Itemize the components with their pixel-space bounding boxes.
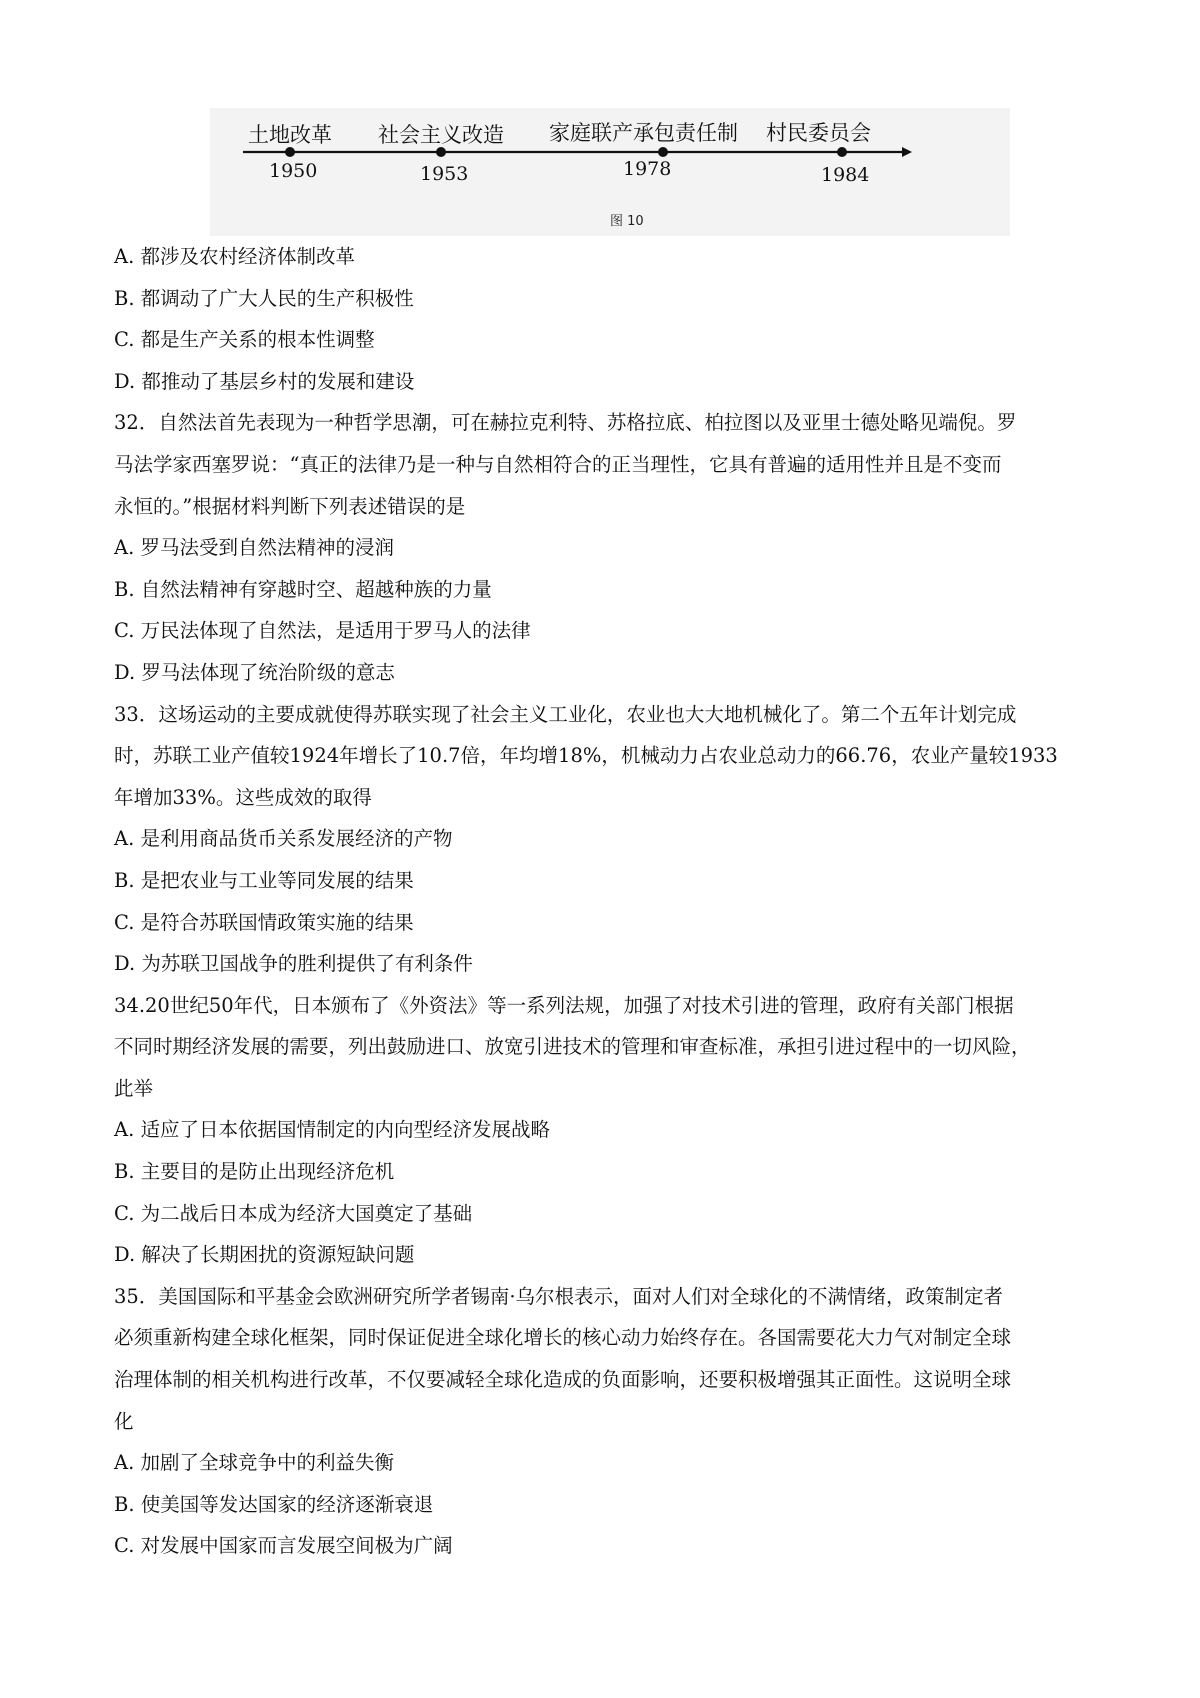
q33-option-b: B. 是把农业与工业等同发展的结果 xyxy=(114,868,414,892)
q34-option-b: B. 主要目的是防止出现经济危机 xyxy=(114,1160,395,1184)
q32-stem-line-2: 马法学家西塞罗说：“真正的法律乃是一种与自然相符合的正当理性，它具有普遍的适用性并且是不变而 xyxy=(114,452,1002,476)
q31-option-c: C. 都是生产关系的根本性调整 xyxy=(114,328,375,352)
question-34 xyxy=(114,985,1099,1276)
q34-stem-line-3: 此举 xyxy=(114,1076,154,1100)
q35-stem-line-4: 化 xyxy=(114,1409,134,1433)
q34-option-d: D. 解决了长期困扰的资源短缺问题 xyxy=(114,1243,415,1267)
figure-caption: 图 10 xyxy=(610,214,644,229)
timeline-event-1: 土地改革 xyxy=(248,123,332,147)
q35-option-b: B. 使美国等发达国家的经济逐渐衰退 xyxy=(114,1492,434,1516)
q32-stem-line-1: 32．自然法首先表现为一种哲学思潮，可在赫拉克利特、苏格拉底、柏拉图以及亚里士德处略见端倪。罗 xyxy=(114,411,1017,435)
q35-option-c: C. 对发展中国家而言发展空间极为广阔 xyxy=(114,1534,453,1558)
q34-stem-line-2: 不同时期经济发展的需要，列出鼓励进口、放宽引进技术的管理和审查标准，承担引进过程中的一切风险， xyxy=(114,1035,1031,1059)
q34-option-a: A. 适应了日本依据国情制定的内向型经济发展战略 xyxy=(114,1118,550,1142)
q32-option-a: A. 罗马法受到自然法精神的浸润 xyxy=(114,536,394,560)
q31-option-b: B. 都调动了广大人民的生产积极性 xyxy=(114,286,414,310)
timeline-arrowhead xyxy=(902,147,912,157)
q31-options xyxy=(114,236,1099,402)
timeline-dot-1978 xyxy=(658,147,668,157)
q33-option-c: C. 是符合苏联国情政策实施的结果 xyxy=(114,910,414,934)
q32-option-d: D. 罗马法体现了统治阶级的意志 xyxy=(114,660,395,684)
timeline-figure xyxy=(210,108,1010,236)
q35-stem-line-2: 必须重新构建全球化框架，同时保证促进全球化增长的核心动力始终存在。各国需要花大力气对制定全球 xyxy=(114,1326,1012,1350)
timeline-event-3: 家庭联产承包责任制 xyxy=(549,121,738,145)
q33-stem-line-3: 年增加33%。这些成效的取得 xyxy=(114,785,372,809)
timeline-dot-1984 xyxy=(837,147,847,157)
question-33 xyxy=(114,694,1099,985)
question-35 xyxy=(114,1276,1099,1567)
q33-stem-line-2: 时，苏联工业产值较1924年增长了10.7倍，年均增18%，机械动力占农业总动力的66.76，农业产量较1933 xyxy=(114,744,1058,768)
q35-option-a: A. 加剧了全球竞争中的利益失衡 xyxy=(114,1451,394,1475)
q31-option-a: A. 都涉及农村经济体制改革 xyxy=(114,245,355,268)
q32-option-c: C. 万民法体现了自然法，是适用于罗马人的法律 xyxy=(114,619,531,643)
timeline-event-4: 村民委员会 xyxy=(766,121,871,145)
q32-option-b: B. 自然法精神有穿越时空、超越种族的力量 xyxy=(114,577,492,601)
q33-option-d: D. 为苏联卫国战争的胜利提供了有利条件 xyxy=(114,952,473,976)
q34-stem-line-1: 34.20世纪50年代，日本颁布了《外资法》等一系列法规，加强了对技术引进的管理，政府有关部门根据 xyxy=(114,993,1014,1017)
question-32 xyxy=(114,402,1099,693)
q31-option-d: D. 都推动了基层乡村的发展和建设 xyxy=(114,369,415,393)
timeline-year-3: 1978 xyxy=(623,158,672,180)
q35-stem-line-1: 35．美国国际和平基金会欧洲研究所学者锡南·乌尔根表示，面对人们对全球化的不满情绪，政策制定者 xyxy=(114,1284,1004,1308)
timeline-year-4: 1984 xyxy=(821,164,870,186)
q33-option-a: A. 是利用商品货币关系发展经济的产物 xyxy=(114,827,453,851)
q34-option-c: C. 为二战后日本成为经济大国奠定了基础 xyxy=(114,1201,473,1225)
question-content xyxy=(114,236,1099,1567)
q32-stem-line-3: 永恒的。”根据材料判断下列表述错误的是 xyxy=(114,494,466,518)
timeline-event-2: 社会主义改造 xyxy=(378,123,504,147)
timeline-year-2: 1953 xyxy=(420,163,469,185)
q33-stem-line-1: 33．这场运动的主要成就使得苏联实现了社会主义工业化，农业也大大地机械化了。第二个五年计划完成 xyxy=(114,702,1017,726)
q35-stem-line-3: 治理体制的相关机构进行改革，不仅要减轻全球化造成的负面影响，还要积极增强其正面性。这说明全球 xyxy=(114,1368,1012,1392)
timeline-year-1: 1950 xyxy=(269,160,318,182)
